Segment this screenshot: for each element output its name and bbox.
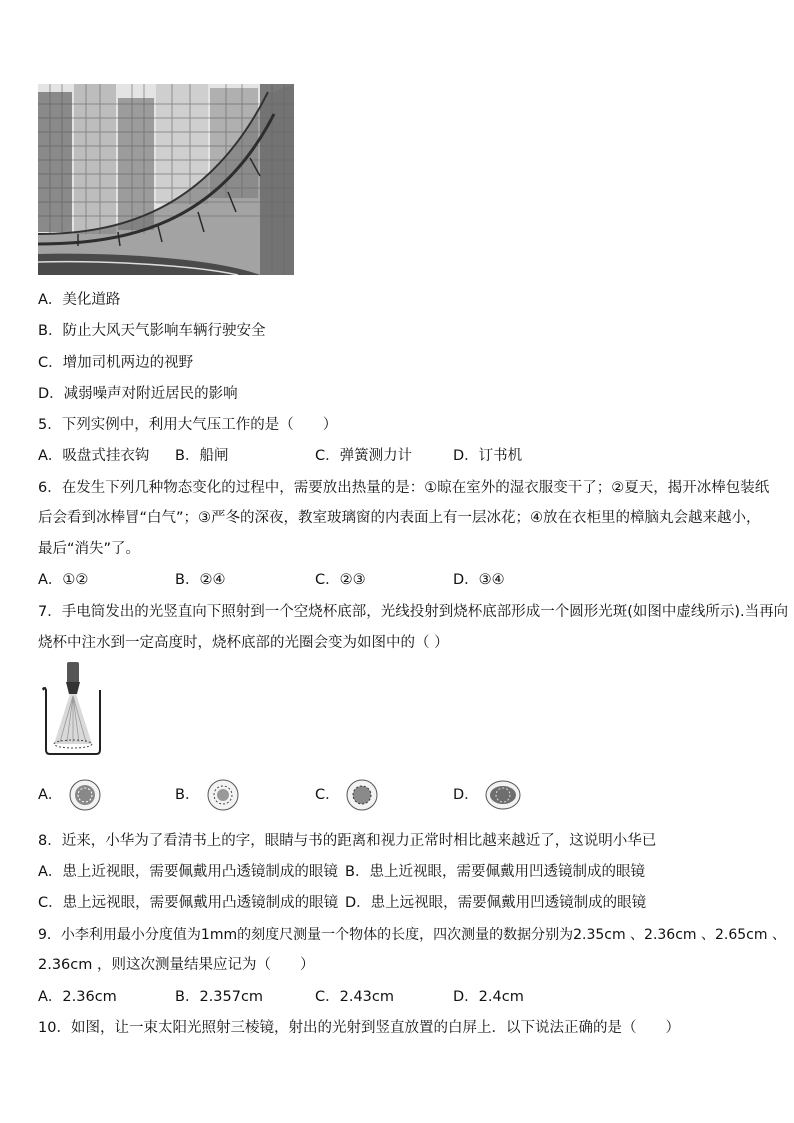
q9-line-1: 9．小李利用最小分度值为1mm的刻度尺测量一个物体的长度，四次测量的数据分别为2.35cm 、2.36cm 、2.65cm 、 (38, 927, 786, 943)
q5-option-b: B．船闸 (175, 448, 229, 464)
q10-stem: 10．如图，让一束太阳光照射三棱镜，射出的光射到竖直放置的白屏上．以下说法正确的是（ ） (38, 1020, 680, 1036)
q6-option-a: A．①② (38, 572, 89, 588)
q6-option-c: C．②③ (315, 572, 366, 588)
q9-option-c: C．2.43cm (315, 989, 395, 1005)
q9-option-a: A．2.36cm (38, 989, 117, 1005)
q6-line-2: 后会看到冰棒冒“白气”；③严冬的深夜，教室玻璃窗的内表面上有一层冰花；④放在衣柜里的樟脑丸会越来越小， (38, 510, 761, 526)
q4-option-b: B．防止大风天气影响车辆行驶安全 (38, 323, 266, 339)
q7-option-d-light-spot (484, 778, 522, 812)
q7-line-1: 7．手电筒发出的光竖直向下照射到一个空烧杯底部，光线投射到烧杯底部形成一个圆形光斑(如图中虚线所示).当再向 (38, 604, 789, 620)
q5-stem: 5．下列实例中，利用大气压工作的是（ ） (38, 417, 338, 433)
q7-option-a: A． (38, 787, 63, 803)
q9-line-2: 2.36cm ，则这次测量结果应记为（ ） (38, 957, 315, 973)
q4-option-c: C．增加司机两边的视野 (38, 355, 194, 371)
q6-option-d: D．③④ (453, 572, 505, 588)
q7-option-c-light-spot (345, 778, 379, 812)
q8-option-b: B．患上近视眼，需要佩戴用凹透镜制成的眼镜 (345, 864, 645, 880)
q7-option-a-light-spot (68, 778, 102, 812)
q6-line-1: 6．在发生下列几种物态变化的过程中，需要放出热量的是：①晾在室外的湿衣服变干了；②夏天，揭开冰棒包装纸 (38, 480, 770, 496)
flashlight-beaker-figure (40, 660, 106, 756)
q7-option-c: C． (315, 787, 340, 803)
q8-stem: 8．近来，小华为了看清书上的字，眼睛与书的距离和视力正常时相比越来越近了，这说明小华已 (38, 833, 657, 849)
q9-option-d: D．2.4cm (453, 989, 524, 1005)
q5-option-a: A．吸盘式挂衣钩 (38, 448, 150, 464)
q4-option-d: D．减弱噪声对附近居民的影响 (38, 386, 238, 402)
q9-option-b: B．2.357cm (175, 989, 264, 1005)
q7-option-b-light-spot (206, 778, 240, 812)
q7-option-b: B． (175, 787, 200, 803)
q7-option-d: D． (453, 787, 479, 803)
q6-option-b: B．②④ (175, 572, 226, 588)
q8-option-c: C．患上远视眼，需要佩戴用凸透镜制成的眼镜 (38, 895, 339, 911)
q6-line-3: 最后“消失”了。 (38, 541, 141, 557)
q5-option-d: D．订书机 (453, 448, 523, 464)
q7-line-2: 烧杯中注水到一定高度时，烧杯底部的光圈会变为如图中的（ ） (38, 635, 449, 651)
q5-option-c: C．弹簧测力计 (315, 448, 413, 464)
q8-option-d: D．患上远视眼，需要佩戴用凹透镜制成的眼镜 (345, 895, 647, 911)
sound-barrier-photo (38, 84, 294, 275)
q4-option-a: A．美化道路 (38, 292, 121, 308)
q8-option-a: A．患上近视眼，需要佩戴用凸透镜制成的眼镜 (38, 864, 338, 880)
